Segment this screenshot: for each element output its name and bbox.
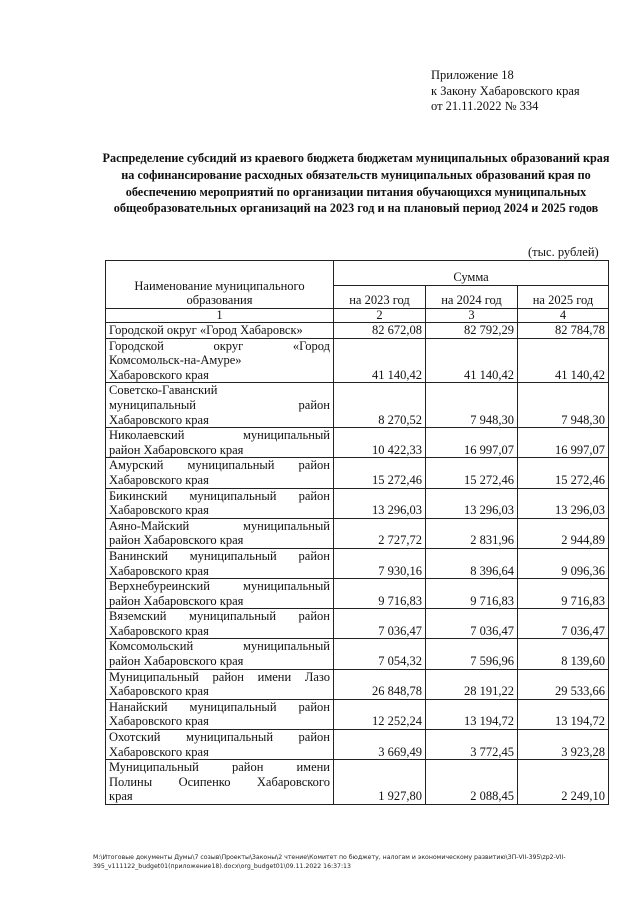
municipality-name-line: Верхнебуреинский муниципальный bbox=[109, 579, 330, 594]
col-number: 4 bbox=[518, 309, 609, 323]
header-2023: на 2023 год bbox=[334, 286, 426, 309]
amount-2024: 3 772,45 bbox=[426, 730, 518, 760]
table-body bbox=[106, 323, 609, 805]
municipality-name-line: район Хабаровского края bbox=[109, 654, 244, 669]
amount-2023: 15 272,46 bbox=[334, 458, 426, 488]
municipality-name-line: Хабаровского края bbox=[109, 714, 209, 729]
amount-2024: 7 036,47 bbox=[426, 609, 518, 639]
units-label: (тыс. рублей) bbox=[528, 245, 599, 259]
table-row bbox=[106, 669, 609, 699]
amount-2025: 7 036,47 bbox=[518, 609, 609, 639]
municipality-name bbox=[106, 458, 334, 488]
municipality-name-line: Нанайский муниципальный район bbox=[109, 699, 330, 714]
municipality-name-line: Бикинский муниципальный район bbox=[109, 488, 330, 503]
amount-2023: 9 716,83 bbox=[334, 579, 426, 609]
amount-2024: 2 088,45 bbox=[426, 760, 518, 805]
municipality-name-line: Комсомольский муниципальный bbox=[109, 639, 330, 654]
municipality-name bbox=[106, 383, 334, 428]
municipality-name-line: Городской округ «Город bbox=[109, 338, 330, 353]
amount-2023: 7 930,16 bbox=[334, 548, 426, 578]
municipality-name-line: Хабаровского края bbox=[109, 367, 209, 382]
municipality-name-line: район Хабаровского края bbox=[109, 593, 244, 608]
municipality-name-line: муниципальный район bbox=[109, 397, 330, 412]
amount-2024: 9 716,83 bbox=[426, 579, 518, 609]
header-name: Наименование муниципального образования bbox=[106, 261, 334, 309]
table-row bbox=[106, 699, 609, 729]
municipality-name bbox=[106, 579, 334, 609]
amount-2024: 7 948,30 bbox=[426, 383, 518, 428]
table-row bbox=[106, 338, 609, 383]
amount-2024: 82 792,29 bbox=[426, 323, 518, 339]
municipality-name bbox=[106, 699, 334, 729]
table-row bbox=[106, 730, 609, 760]
appendix-law: к Закону Хабаровского края bbox=[431, 83, 580, 98]
table-row bbox=[106, 488, 609, 518]
header-2024: на 2024 год bbox=[426, 286, 518, 309]
amount-2025: 13 194,72 bbox=[518, 699, 609, 729]
amount-2025: 9 716,83 bbox=[518, 579, 609, 609]
municipality-name-line: Муниципальный район имени Лазо bbox=[109, 669, 330, 684]
municipality-name bbox=[106, 428, 334, 458]
municipality-name-line: Николаевский муниципальный bbox=[109, 428, 330, 443]
col-number: 3 bbox=[426, 309, 518, 323]
table-row bbox=[106, 609, 609, 639]
municipality-name-line: Советско-Гаванский bbox=[109, 383, 218, 398]
municipality-name-line: Хабаровского края bbox=[109, 744, 209, 759]
municipality-name-line: Муниципальный район имени bbox=[109, 760, 330, 775]
amount-2025: 15 272,46 bbox=[518, 458, 609, 488]
col-number: 1 bbox=[106, 309, 334, 323]
amount-2023: 7 036,47 bbox=[334, 609, 426, 639]
header-sum: Сумма bbox=[334, 261, 609, 286]
municipality-name bbox=[106, 518, 334, 548]
municipality-name-line: Хабаровского края bbox=[109, 472, 209, 487]
amount-2024: 7 596,96 bbox=[426, 639, 518, 669]
amount-2024: 13 194,72 bbox=[426, 699, 518, 729]
amount-2023: 41 140,42 bbox=[334, 338, 426, 383]
municipality-name-line: Амурский муниципальный район bbox=[109, 458, 330, 473]
municipality-name-line: Полины Осипенко Хабаровского bbox=[109, 774, 330, 789]
municipality-name-line: края bbox=[109, 789, 133, 804]
table-row bbox=[106, 639, 609, 669]
municipality-name-line: Ванинский муниципальный район bbox=[109, 548, 330, 563]
municipality-name-line: Хабаровского края bbox=[109, 412, 209, 427]
municipality-name bbox=[106, 338, 334, 383]
col-number: 2 bbox=[334, 309, 426, 323]
municipality-name bbox=[106, 548, 334, 578]
amount-2025: 82 784,78 bbox=[518, 323, 609, 339]
amount-2023: 82 672,08 bbox=[334, 323, 426, 339]
municipality-name bbox=[106, 760, 334, 805]
municipality-name-line: Городской округ «Город Хабаровск» bbox=[109, 323, 303, 337]
appendix-caption bbox=[431, 68, 580, 115]
municipality-name-line: район Хабаровского края bbox=[109, 442, 244, 457]
amount-2025: 13 296,03 bbox=[518, 488, 609, 518]
amount-2025: 29 533,66 bbox=[518, 669, 609, 699]
municipality-name-line: Хабаровского края bbox=[109, 623, 209, 638]
header-2025: на 2025 год bbox=[518, 286, 609, 309]
amount-2023: 13 296,03 bbox=[334, 488, 426, 518]
amount-2024: 15 272,46 bbox=[426, 458, 518, 488]
amount-2024: 2 831,96 bbox=[426, 518, 518, 548]
table-row bbox=[106, 518, 609, 548]
amount-2025: 7 948,30 bbox=[518, 383, 609, 428]
amount-2025: 16 997,07 bbox=[518, 428, 609, 458]
amount-2025: 2 944,89 bbox=[518, 518, 609, 548]
amount-2023: 12 252,24 bbox=[334, 699, 426, 729]
table-row bbox=[106, 548, 609, 578]
amount-2025: 8 139,60 bbox=[518, 639, 609, 669]
municipality-name bbox=[106, 323, 334, 339]
table-row bbox=[106, 323, 609, 339]
amount-2024: 28 191,22 bbox=[426, 669, 518, 699]
file-path-footer: M:\Итоговые документы Думы\7 созыв\Проекты\Законы\2 чтение\Комитет по бюджету, налогам и экономическому развитию\ЗП-VII-395\zp2-VII-395_v111122_budget01(приложение18).docx\org_budget01\09.11.2022 16:37:13 bbox=[93, 854, 566, 870]
amount-2024: 13 296,03 bbox=[426, 488, 518, 518]
municipality-name-line: Охотский муниципальный район bbox=[109, 730, 330, 745]
table-row bbox=[106, 458, 609, 488]
amount-2023: 2 727,72 bbox=[334, 518, 426, 548]
municipality-name-line: район Хабаровского края bbox=[109, 533, 244, 548]
municipality-name bbox=[106, 488, 334, 518]
amount-2023: 8 270,52 bbox=[334, 383, 426, 428]
table-row bbox=[106, 383, 609, 428]
municipality-name-line: Хабаровского края bbox=[109, 563, 209, 578]
municipality-name bbox=[106, 730, 334, 760]
municipality-name-line: Хабаровского края bbox=[109, 503, 209, 518]
subsidy-table bbox=[105, 260, 609, 805]
amount-2023: 26 848,78 bbox=[334, 669, 426, 699]
amount-2023: 1 927,80 bbox=[334, 760, 426, 805]
municipality-name bbox=[106, 639, 334, 669]
appendix-number: Приложение 18 bbox=[431, 68, 514, 82]
appendix-date: от 21.11.2022 № 334 bbox=[431, 99, 539, 113]
municipality-name bbox=[106, 609, 334, 639]
amount-2024: 8 396,64 bbox=[426, 548, 518, 578]
municipality-name-line: Комсомольск-на-Амуре» bbox=[109, 353, 242, 368]
amount-2024: 16 997,07 bbox=[426, 428, 518, 458]
municipality-name-line: Вяземский муниципальный район bbox=[109, 609, 330, 624]
amount-2023: 3 669,49 bbox=[334, 730, 426, 760]
document-title: Распределение субсидий из краевого бюджета бюджетам муниципальных образований края на софинансирование расходных обязательств муниципальных образований края по обеспечению мероприятий по организации питания обучающихся муниципальных общеобразовательных организаций на 2023 год и на плановый период 2024 и 2025 годов bbox=[102, 151, 610, 216]
table-row bbox=[106, 760, 609, 805]
municipality-name bbox=[106, 669, 334, 699]
amount-2023: 7 054,32 bbox=[334, 639, 426, 669]
municipality-name-line: Аяно-Майский муниципальный bbox=[109, 518, 330, 533]
amount-2025: 41 140,42 bbox=[518, 338, 609, 383]
amount-2023: 10 422,33 bbox=[334, 428, 426, 458]
amount-2025: 2 249,10 bbox=[518, 760, 609, 805]
table-row bbox=[106, 579, 609, 609]
amount-2025: 9 096,36 bbox=[518, 548, 609, 578]
municipality-name-line: Хабаровского края bbox=[109, 684, 209, 699]
amount-2025: 3 923,28 bbox=[518, 730, 609, 760]
amount-2024: 41 140,42 bbox=[426, 338, 518, 383]
table-row bbox=[106, 428, 609, 458]
